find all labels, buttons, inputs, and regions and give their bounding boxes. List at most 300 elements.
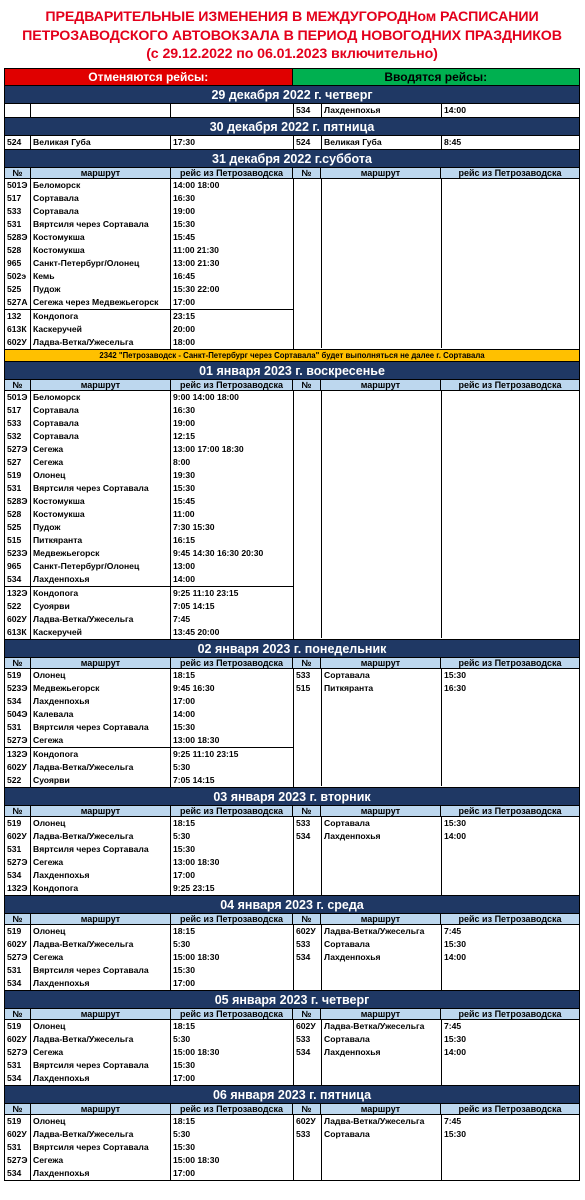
trip-departure: 15:00 18:30 <box>173 1047 220 1057</box>
trip-number: 534 <box>294 1046 322 1059</box>
table-row <box>294 734 580 747</box>
trip-route: Пудож <box>31 283 171 296</box>
trip-departure: 7:45 <box>444 1116 462 1126</box>
trip-route: Вяртсиля через Сортавала <box>31 1059 171 1072</box>
trip-route <box>322 625 442 638</box>
trip-route <box>322 430 442 443</box>
table-row <box>5 1033 293 1046</box>
trip-number: 602У <box>5 1128 31 1141</box>
trip-departure: 17:00 <box>173 1073 195 1083</box>
cancelled-trips <box>5 104 294 117</box>
table-row <box>5 695 293 708</box>
trip-route <box>322 856 442 869</box>
trip-route <box>322 599 442 612</box>
table-row <box>294 695 580 708</box>
trip-number: 524 <box>5 136 31 149</box>
trip-number <box>294 1072 322 1085</box>
trip-route: Беломорск <box>31 179 171 192</box>
table-row <box>294 335 580 348</box>
trip-number <box>294 443 322 456</box>
table-row <box>294 417 580 430</box>
trip-number: 534 <box>5 869 31 882</box>
table-row <box>294 747 580 760</box>
trip-number <box>294 560 322 573</box>
table-row <box>294 817 580 830</box>
trip-route: Питкяранта <box>31 534 171 547</box>
column-header: маршрут <box>31 658 171 668</box>
trip-departure <box>442 869 580 882</box>
trip-route: Лахденпохья <box>31 1167 171 1180</box>
trip-number: 532 <box>5 430 31 443</box>
trip-departure: 17:00 <box>173 870 195 880</box>
trip-number <box>294 179 322 192</box>
trip-number: 132 <box>5 310 31 323</box>
trip-departure <box>442 218 580 231</box>
trip-departure: 13:00 <box>173 561 195 571</box>
column-header: рейс из Петрозаводска <box>171 168 293 178</box>
trip-departure <box>442 283 580 296</box>
column-header: рейс из Петрозаводска <box>171 1104 293 1114</box>
trip-departure <box>442 404 580 417</box>
trip-departure: 14:00 <box>173 709 195 719</box>
column-headers <box>5 1103 579 1115</box>
trip-number <box>294 469 322 482</box>
day-header: 05 января 2023 г. четверг <box>5 990 579 1008</box>
table-row <box>294 1033 580 1046</box>
table-row <box>5 682 293 695</box>
trip-number: 501Э <box>5 391 31 404</box>
trip-route: Сегежа <box>31 1154 171 1167</box>
trip-route: Сегежа <box>31 856 171 869</box>
column-header: маршрут <box>321 914 441 924</box>
table-row <box>294 104 580 117</box>
day-body <box>5 1115 579 1180</box>
column-header: маршрут <box>31 1009 171 1019</box>
trip-route: Кемь <box>31 270 171 283</box>
table-row <box>5 495 293 508</box>
table-row <box>294 1128 580 1141</box>
day-header: 29 декабря 2022 г. четверг <box>5 85 579 103</box>
trip-route: Лахденпохья <box>322 830 442 843</box>
trip-number <box>294 391 322 404</box>
day-body <box>5 135 579 149</box>
trip-route: Кондопога <box>31 882 171 895</box>
day-section <box>4 990 580 1085</box>
table-row <box>294 830 580 843</box>
trip-route <box>322 296 442 309</box>
table-row <box>5 521 293 534</box>
trip-route <box>322 218 442 231</box>
trip-route: Олонец <box>31 1020 171 1033</box>
table-row <box>5 179 293 192</box>
table-row <box>294 257 580 270</box>
trip-departure: 16:30 <box>444 683 466 693</box>
table-row <box>5 573 293 586</box>
trip-number: 502э <box>5 270 31 283</box>
trip-number: 519 <box>5 925 31 938</box>
trip-departure <box>442 244 580 257</box>
trip-departure <box>442 231 580 244</box>
trip-departure <box>442 456 580 469</box>
column-header: № <box>293 914 321 924</box>
table-row <box>5 938 293 951</box>
trip-departure: 12:15 <box>173 431 195 441</box>
trip-route: Санкт-Петербург/Олонец <box>31 560 171 573</box>
trip-departure: 15:30 <box>444 1034 466 1044</box>
trip-number <box>294 404 322 417</box>
trip-number <box>294 231 322 244</box>
table-row <box>5 417 293 430</box>
table-row <box>5 218 293 231</box>
trip-departure: 8:45 <box>444 137 462 147</box>
trip-departure: 15:30 <box>173 1060 195 1070</box>
column-header: маршрут <box>31 1104 171 1114</box>
trip-departure: 16:45 <box>173 271 195 281</box>
table-row <box>294 708 580 721</box>
table-row <box>294 599 580 612</box>
day-body <box>5 817 579 895</box>
table-row <box>5 817 293 830</box>
trip-route: Вяртсиля через Сортавала <box>31 721 171 734</box>
trip-departure <box>442 612 580 625</box>
trip-route: Лахденпохья <box>31 977 171 990</box>
trip-route: Сортавала <box>322 817 442 830</box>
table-row <box>5 469 293 482</box>
day-header: 30 декабря 2022 г. пятница <box>5 117 579 135</box>
trip-departure: 19:30 <box>173 470 195 480</box>
trip-departure <box>442 1059 580 1072</box>
trip-route <box>322 977 442 990</box>
table-row <box>5 430 293 443</box>
trip-number <box>294 547 322 560</box>
column-header: маршрут <box>321 380 441 390</box>
trip-departure: 9:00 14:00 18:00 <box>173 392 239 402</box>
legend <box>4 68 580 85</box>
trip-number <box>294 456 322 469</box>
trip-departure: 15:30 <box>173 219 195 229</box>
trip-number <box>294 1154 322 1167</box>
table-row <box>5 964 293 977</box>
trip-route: Ладва-Ветка/Ужесельга <box>322 1020 442 1033</box>
table-row <box>5 669 293 682</box>
column-header: рейс из Петрозаводска <box>458 168 562 178</box>
trip-departure: 15:30 <box>173 722 195 732</box>
trip-number <box>294 417 322 430</box>
cancelled-trips <box>5 391 294 639</box>
trip-departure: 16:15 <box>173 535 195 545</box>
trip-number <box>294 977 322 990</box>
table-row <box>294 136 580 149</box>
trip-departure: 8:00 <box>173 457 191 467</box>
table-row <box>294 179 580 192</box>
table-row <box>294 1020 580 1033</box>
trip-number: 533 <box>294 817 322 830</box>
trip-route <box>322 404 442 417</box>
trip-departure <box>442 734 580 747</box>
trip-number: 534 <box>5 977 31 990</box>
trip-route: Ладва-Ветка/Ужесельга <box>31 761 171 774</box>
trip-number: 531 <box>5 482 31 495</box>
table-row <box>5 296 293 309</box>
trip-departure: 17:00 <box>173 978 195 988</box>
trip-departure <box>442 430 580 443</box>
trip-route: Сортавала <box>322 938 442 951</box>
trip-departure <box>442 309 580 322</box>
table-row <box>294 469 580 482</box>
trip-departure <box>442 417 580 430</box>
table-row <box>294 508 580 521</box>
table-row <box>5 1167 293 1180</box>
table-row <box>294 682 580 695</box>
trip-route <box>322 534 442 547</box>
trip-number <box>294 1167 322 1180</box>
trip-number <box>294 482 322 495</box>
trip-route <box>322 244 442 257</box>
trip-departure: 5:30 <box>173 762 191 772</box>
table-row <box>5 257 293 270</box>
trip-departure <box>442 964 580 977</box>
title-line-2: ПЕТРОЗАВОДСКОГО АВТОВОКЗАЛА В ПЕРИОД НОВОГОДНИХ ПРАЗДНИКОВ <box>22 27 562 44</box>
trip-number <box>5 104 31 117</box>
trip-departure: 15:30 <box>173 965 195 975</box>
trip-route: Ладва-Ветка/Ужесельга <box>31 830 171 843</box>
trip-number: 519 <box>5 469 31 482</box>
table-row <box>294 192 580 205</box>
trip-departure: 9:25 11:10 23:15 <box>173 588 239 598</box>
trip-number: 527Э <box>5 951 31 964</box>
trip-number: 527Э <box>5 443 31 456</box>
table-row <box>5 1154 293 1167</box>
trip-route: Олонец <box>31 469 171 482</box>
trip-route: Лахденпохья <box>31 573 171 586</box>
trip-number: 534 <box>5 573 31 586</box>
trip-route <box>322 1154 442 1167</box>
route-note: 2342 "Петрозаводск - Санкт-Петербург через Сортавала" будет выполняться не далее г. Сортавала <box>4 349 580 361</box>
trip-departure <box>442 1154 580 1167</box>
trip-number: 517 <box>5 192 31 205</box>
table-row <box>5 104 293 117</box>
table-row <box>294 1059 580 1072</box>
trip-route: Ладва-Ветка/Ужесельга <box>31 613 171 626</box>
trip-route <box>322 205 442 218</box>
trip-number <box>294 322 322 335</box>
trip-departure <box>171 104 293 117</box>
trip-route: Олонец <box>31 1115 171 1128</box>
trip-number: 527А <box>5 296 31 309</box>
table-row <box>5 721 293 734</box>
trip-number: 602У <box>294 1020 322 1033</box>
trip-departure: 15:30 <box>173 844 195 854</box>
table-row <box>294 309 580 322</box>
trip-number: 602У <box>5 761 31 774</box>
trip-departure: 15:00 18:30 <box>173 952 220 962</box>
table-row <box>294 612 580 625</box>
trip-route <box>31 104 171 117</box>
day-section <box>4 149 580 349</box>
table-row <box>294 443 580 456</box>
trip-departure <box>442 560 580 573</box>
day-section <box>4 639 580 787</box>
table-row <box>5 925 293 938</box>
trip-departure: 18:15 <box>173 926 195 936</box>
table-row <box>5 283 293 296</box>
trip-number <box>294 1059 322 1072</box>
table-row <box>294 218 580 231</box>
cancelled-trips <box>5 136 294 149</box>
trip-departure <box>442 599 580 612</box>
trip-route: Вяртсиля через Сортавала <box>31 1141 171 1154</box>
trip-departure: 13:45 20:00 <box>173 627 220 637</box>
table-row <box>5 136 293 149</box>
added-trips <box>294 136 580 149</box>
trip-number: 602У <box>5 613 31 626</box>
trip-departure <box>442 192 580 205</box>
table-row <box>294 869 580 882</box>
trip-number <box>294 495 322 508</box>
trip-number: 515 <box>5 534 31 547</box>
table-row <box>5 456 293 469</box>
trip-route <box>322 417 442 430</box>
trip-departure: 15:45 <box>173 232 195 242</box>
trip-number: 965 <box>5 560 31 573</box>
trip-number <box>294 205 322 218</box>
column-header: № <box>293 806 321 816</box>
trip-route: Лахденпохья <box>322 1046 442 1059</box>
day-header: 06 января 2023 г. пятница <box>5 1085 579 1103</box>
column-header: маршрут <box>321 658 441 668</box>
schedule-document <box>4 0 580 1181</box>
table-row <box>5 508 293 521</box>
trip-route <box>322 695 442 708</box>
trip-departure: 17:00 <box>173 1168 195 1178</box>
trip-number: 519 <box>5 1115 31 1128</box>
trip-number: 533 <box>5 417 31 430</box>
table-row <box>5 309 293 323</box>
day-section <box>4 85 580 117</box>
table-row <box>5 977 293 990</box>
trip-departure <box>442 296 580 309</box>
trip-number: 527Э <box>5 1046 31 1059</box>
trip-departure: 7:05 14:15 <box>173 601 215 611</box>
table-row <box>294 482 580 495</box>
trip-number: 523Э <box>5 682 31 695</box>
table-row <box>294 1046 580 1059</box>
legend-cancelled: Отменяются рейсы: <box>5 69 293 85</box>
day-section <box>4 895 580 990</box>
trip-route: Вяртсиля через Сортавала <box>31 843 171 856</box>
trip-number <box>294 521 322 534</box>
trip-number <box>294 335 322 348</box>
table-row <box>294 244 580 257</box>
trip-number <box>294 257 322 270</box>
trip-number: 504Э <box>5 708 31 721</box>
trip-departure: 15:30 <box>173 1142 195 1152</box>
trip-route <box>322 747 442 760</box>
table-row <box>294 669 580 682</box>
trip-route: Каскеручей <box>31 323 171 336</box>
trip-route: Сортавала <box>322 1128 442 1141</box>
added-trips <box>294 1020 580 1085</box>
trip-departure: 18:15 <box>173 818 195 828</box>
added-trips <box>294 391 580 639</box>
table-row <box>5 1141 293 1154</box>
trip-number: 533 <box>294 938 322 951</box>
trip-route <box>322 456 442 469</box>
column-header: маршрут <box>321 168 441 178</box>
trip-departure <box>442 521 580 534</box>
table-row <box>294 1167 580 1180</box>
trip-route: Медвежьегорск <box>31 682 171 695</box>
trip-departure: 19:00 <box>173 418 195 428</box>
trip-departure: 15:30 22:00 <box>173 284 220 294</box>
trip-departure: 7:45 <box>444 1021 462 1031</box>
trip-number <box>294 192 322 205</box>
trip-number: 602У <box>5 1033 31 1046</box>
trip-departure: 15:00 18:30 <box>173 1155 220 1165</box>
table-row <box>294 495 580 508</box>
trip-departure: 20:00 <box>173 324 195 334</box>
table-row <box>5 270 293 283</box>
table-row <box>294 270 580 283</box>
trip-departure: 18:15 <box>173 1021 195 1031</box>
column-header: № <box>293 658 321 668</box>
trip-departure <box>442 179 580 192</box>
trip-route <box>322 882 442 895</box>
table-row <box>294 391 580 404</box>
trip-number <box>294 244 322 257</box>
trip-route <box>322 179 442 192</box>
trip-departure <box>442 322 580 335</box>
trip-number: 517 <box>5 404 31 417</box>
trip-number: 515 <box>294 682 322 695</box>
trip-departure: 7:30 15:30 <box>173 522 215 532</box>
trip-departure <box>442 270 580 283</box>
column-header: рейс из Петрозаводска <box>458 1009 562 1019</box>
trip-number: 533 <box>5 205 31 218</box>
column-header: рейс из Петрозаводска <box>171 914 293 924</box>
trip-number <box>294 882 322 895</box>
table-row <box>5 443 293 456</box>
day-body <box>5 925 579 990</box>
trip-number: 534 <box>5 695 31 708</box>
trip-route <box>322 734 442 747</box>
trip-departure: 19:00 <box>173 206 195 216</box>
trip-departure <box>442 1167 580 1180</box>
trip-departure <box>442 257 580 270</box>
trip-number: 531 <box>5 218 31 231</box>
trip-route: Калевала <box>31 708 171 721</box>
trip-route: Костомукша <box>31 508 171 521</box>
added-trips <box>294 669 580 787</box>
trip-number <box>294 534 322 547</box>
trip-route <box>322 309 442 322</box>
document-title <box>4 0 580 68</box>
day-section <box>4 361 580 639</box>
column-headers <box>5 805 579 817</box>
trip-route: Вяртсиля через Сортавала <box>31 218 171 231</box>
trip-route: Ладва-Ветка/Ужесельга <box>31 1033 171 1046</box>
trip-departure: 9:45 16:30 <box>173 683 215 693</box>
trip-route: Сегежа <box>31 734 171 747</box>
trip-route <box>322 708 442 721</box>
trip-route: Ладва-Ветка/Ужесельга <box>322 925 442 938</box>
table-row <box>294 951 580 964</box>
trip-number <box>294 599 322 612</box>
table-row <box>5 1128 293 1141</box>
trip-departure: 7:45 <box>444 926 462 936</box>
trip-number: 602У <box>294 925 322 938</box>
trip-route <box>322 1059 442 1072</box>
